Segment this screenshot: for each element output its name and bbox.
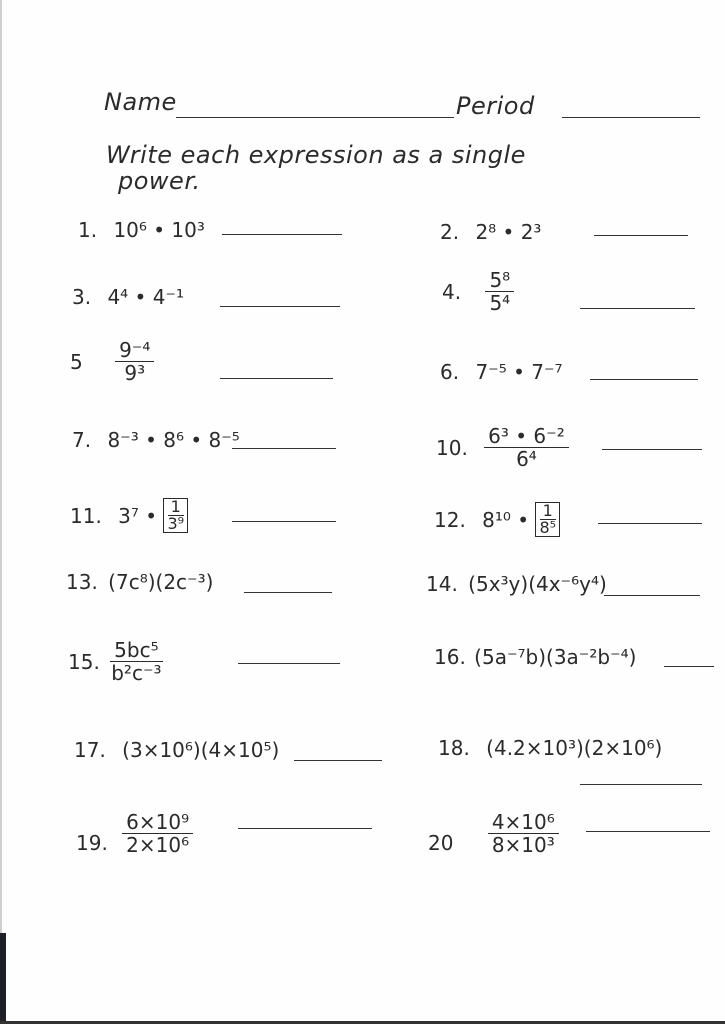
answer-blank-12[interactable] — [598, 523, 702, 524]
numerator: 1 — [540, 503, 556, 520]
boxed-fraction — [535, 502, 560, 537]
numerator: 6×10⁹ — [122, 812, 193, 834]
problem-6 — [440, 360, 563, 384]
answer-blank-16[interactable] — [664, 666, 714, 667]
problem-number: 20 — [428, 831, 454, 855]
denominator: 9³ — [124, 361, 146, 385]
problem-number: 5 — [70, 349, 83, 374]
problem-expression: 8¹⁰ • — [482, 507, 530, 532]
numerator: 4×10⁶ — [488, 812, 559, 834]
problem-11 — [70, 498, 188, 533]
problem-number: 6. — [440, 360, 460, 384]
problem-13 — [66, 570, 213, 594]
problem-number: 15. — [68, 649, 100, 674]
denominator: 8×10³ — [491, 833, 555, 857]
problem-number: 16. — [434, 645, 466, 669]
problem-20 — [428, 812, 559, 855]
answer-blank-10[interactable] — [602, 449, 702, 450]
problem-expression: 3⁷ • — [118, 503, 158, 528]
problem-7 — [72, 428, 240, 452]
problem-5 — [70, 340, 154, 383]
answer-blank-7[interactable] — [232, 448, 336, 449]
answer-blank-17[interactable] — [294, 760, 382, 761]
problem-expression: (7c⁸)(2c⁻³) — [108, 570, 214, 594]
scan-edge-dark-bar — [0, 933, 6, 1024]
fraction — [488, 812, 559, 855]
denominator: 8⁵ — [539, 518, 557, 537]
problem-2 — [440, 220, 541, 244]
problem-expression: 4⁴ • 4⁻¹ — [107, 285, 185, 309]
name-blank[interactable] — [176, 117, 454, 118]
fraction — [485, 270, 514, 313]
answer-blank-11[interactable] — [232, 521, 336, 522]
problem-number: 2. — [440, 220, 460, 244]
answer-blank-19[interactable] — [238, 828, 372, 829]
fraction — [110, 640, 162, 683]
problem-number: 7. — [72, 428, 92, 452]
problem-expression: 2⁸ • 2³ — [475, 220, 542, 244]
answer-blank-15[interactable] — [238, 663, 340, 664]
answer-blank-13[interactable] — [244, 592, 332, 593]
problem-19 — [76, 812, 193, 855]
problem-14 — [426, 572, 607, 596]
problem-number: 1. — [78, 218, 98, 242]
problem-18 — [438, 736, 662, 760]
denominator: 2×10⁶ — [126, 833, 190, 857]
problem-expression: 8⁻³ • 8⁶ • 8⁻⁵ — [107, 428, 240, 452]
name-label: Name — [104, 88, 177, 116]
problem-expression: (5x³y)(4x⁻⁶y⁴) — [468, 572, 607, 596]
fraction — [115, 340, 154, 383]
numerator: 1 — [168, 499, 184, 516]
problem-10 — [436, 426, 569, 469]
problem-expression: (3×10⁶)(4×10⁵) — [122, 738, 280, 762]
scan-edge-left — [0, 0, 2, 933]
period-label: Period — [456, 92, 535, 120]
numerator: 9⁻⁴ — [115, 340, 154, 362]
fraction — [122, 812, 193, 855]
problem-number: 13. — [66, 570, 98, 594]
problem-3 — [72, 285, 184, 309]
denominator: 5⁴ — [489, 291, 511, 315]
answer-blank-6[interactable] — [590, 379, 698, 380]
problem-number: 18. — [438, 736, 470, 760]
fraction — [484, 426, 569, 469]
answer-blank-14[interactable] — [604, 595, 700, 596]
answer-blank-1[interactable] — [222, 234, 342, 235]
numerator: 6³ • 6⁻² — [484, 426, 569, 448]
denominator: 3⁹ — [167, 514, 185, 533]
answer-blank-4[interactable] — [580, 308, 695, 309]
problem-number: 3. — [72, 285, 92, 309]
problem-number: 12. — [434, 507, 466, 532]
problem-expression: 7⁻⁵ • 7⁻⁷ — [475, 360, 563, 384]
instructions-line-1: Write each expression as a single — [106, 141, 526, 169]
problem-15 — [68, 640, 163, 683]
problem-number: 4. — [442, 279, 462, 304]
period-blank[interactable] — [562, 117, 700, 118]
denominator: b²c⁻³ — [111, 661, 162, 685]
problem-number: 17. — [74, 738, 106, 762]
instructions-line-2: power. — [118, 167, 201, 195]
problem-number: 19. — [76, 831, 108, 855]
boxed-fraction — [163, 498, 188, 533]
problem-number: 10. — [436, 435, 468, 460]
problem-expression: 10⁶ • 10³ — [113, 218, 205, 242]
answer-blank-20[interactable] — [586, 831, 710, 832]
answer-blank-18[interactable] — [580, 784, 702, 785]
numerator: 5bc⁵ — [110, 640, 162, 662]
problem-expression: (5a⁻⁷b)(3a⁻²b⁻⁴) — [474, 645, 637, 669]
denominator: 6⁴ — [516, 447, 537, 471]
numerator: 5⁸ — [485, 270, 514, 292]
problem-expression: (4.2×10³)(2×10⁶) — [486, 736, 663, 760]
problem-17 — [74, 738, 279, 762]
answer-blank-3[interactable] — [220, 306, 340, 307]
problem-1 — [78, 218, 205, 242]
answer-blank-5[interactable] — [220, 378, 333, 379]
answer-blank-2[interactable] — [594, 235, 688, 236]
problem-number: 11. — [70, 503, 102, 528]
problem-12 — [434, 502, 560, 537]
problem-4 — [442, 270, 514, 313]
problem-16 — [434, 645, 636, 669]
problem-number: 14. — [426, 572, 458, 596]
